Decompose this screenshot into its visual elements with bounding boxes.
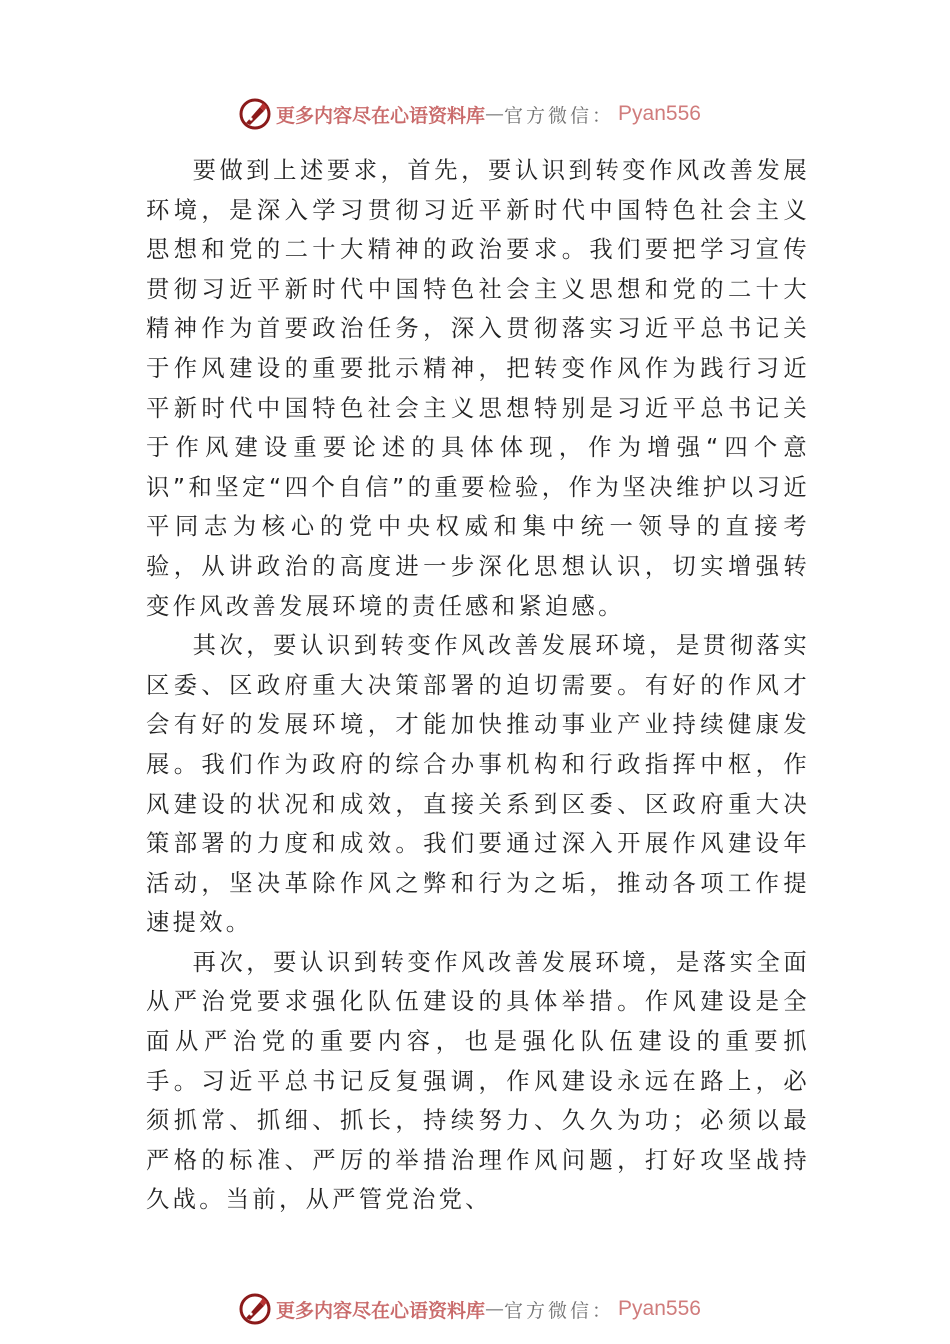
- wechat-label: 官方微信：: [504, 104, 615, 127]
- pen-nib-logo-icon: [238, 97, 272, 131]
- paragraph-1: 要做到上述要求，首先，要认识到转变作风改善发展环境，是深入学习贯彻习近平新时代中国特色社会主义思想和党的二十大精神的政治要求。我们要把学习宣传贯彻习近平新时代中国特色社会主义思想和党的二十大精神作为首要政治任务，深入贯彻落实习近平总书记关于作风建设的重要批示精神，把转变作风作为践行习近平新时代中国特色社会主义思想特别是习近平总书记关于作风建设重要论述的具体体现，作为增强“四个意识”和坚定“四个自信”的重要检验，作为坚决维护以习近平同志为核心的党中央权威和集中统一领导的直接考验，从讲政治的高度进一步深化思想认识，切实增强转变作风改善发展环境的责任感和紧迫感。: [146, 157, 810, 620]
- paragraph-3: 再次，要认识到转变作风改善发展环境，是落实全面从严治党要求强化队伍建设的具体举措。作风建设是全面从严治党的重要内容，也是强化队伍建设的重要抓手。习近平总书记反复强调，作风建设永远在路上，必须抓常、抓细、抓长，持续努力、久久为功；必须以最严格的标准、严厉的举措治理作风问题，打好攻坚战持久战。当前，从严管党治党、: [146, 948, 810, 1214]
- site-name-text: 更多内容尽在心语资料库: [276, 104, 486, 127]
- wechat-label: 官方微信：: [504, 1299, 615, 1322]
- document-body: [146, 151, 810, 1220]
- wechat-id: Pyan556: [618, 1297, 701, 1320]
- separator-dash: —: [485, 1298, 505, 1320]
- separator-dash: —: [485, 103, 505, 125]
- header-watermark-banner: [238, 96, 728, 132]
- wechat-id: Pyan556: [618, 102, 701, 125]
- footer-watermark-banner: [238, 1291, 728, 1327]
- paragraph-2: 其次，要认识到转变作风改善发展环境，是贯彻落实区委、区政府重大决策部署的迫切需要。有好的作风才会有好的发展环境，才能加快推动事业产业持续健康发展。我们作为政府的综合办事机构和行政指挥中枢，作风建设的状况和成效，直接关系到区委、区政府重大决策部署的力度和成效。我们要通过深入开展作风建设年活动，坚决革除作风之弊和行为之垢，推动各项工作提速提效。: [146, 632, 810, 937]
- site-name-text: 更多内容尽在心语资料库: [276, 1299, 486, 1322]
- pen-nib-logo-icon: [238, 1292, 272, 1326]
